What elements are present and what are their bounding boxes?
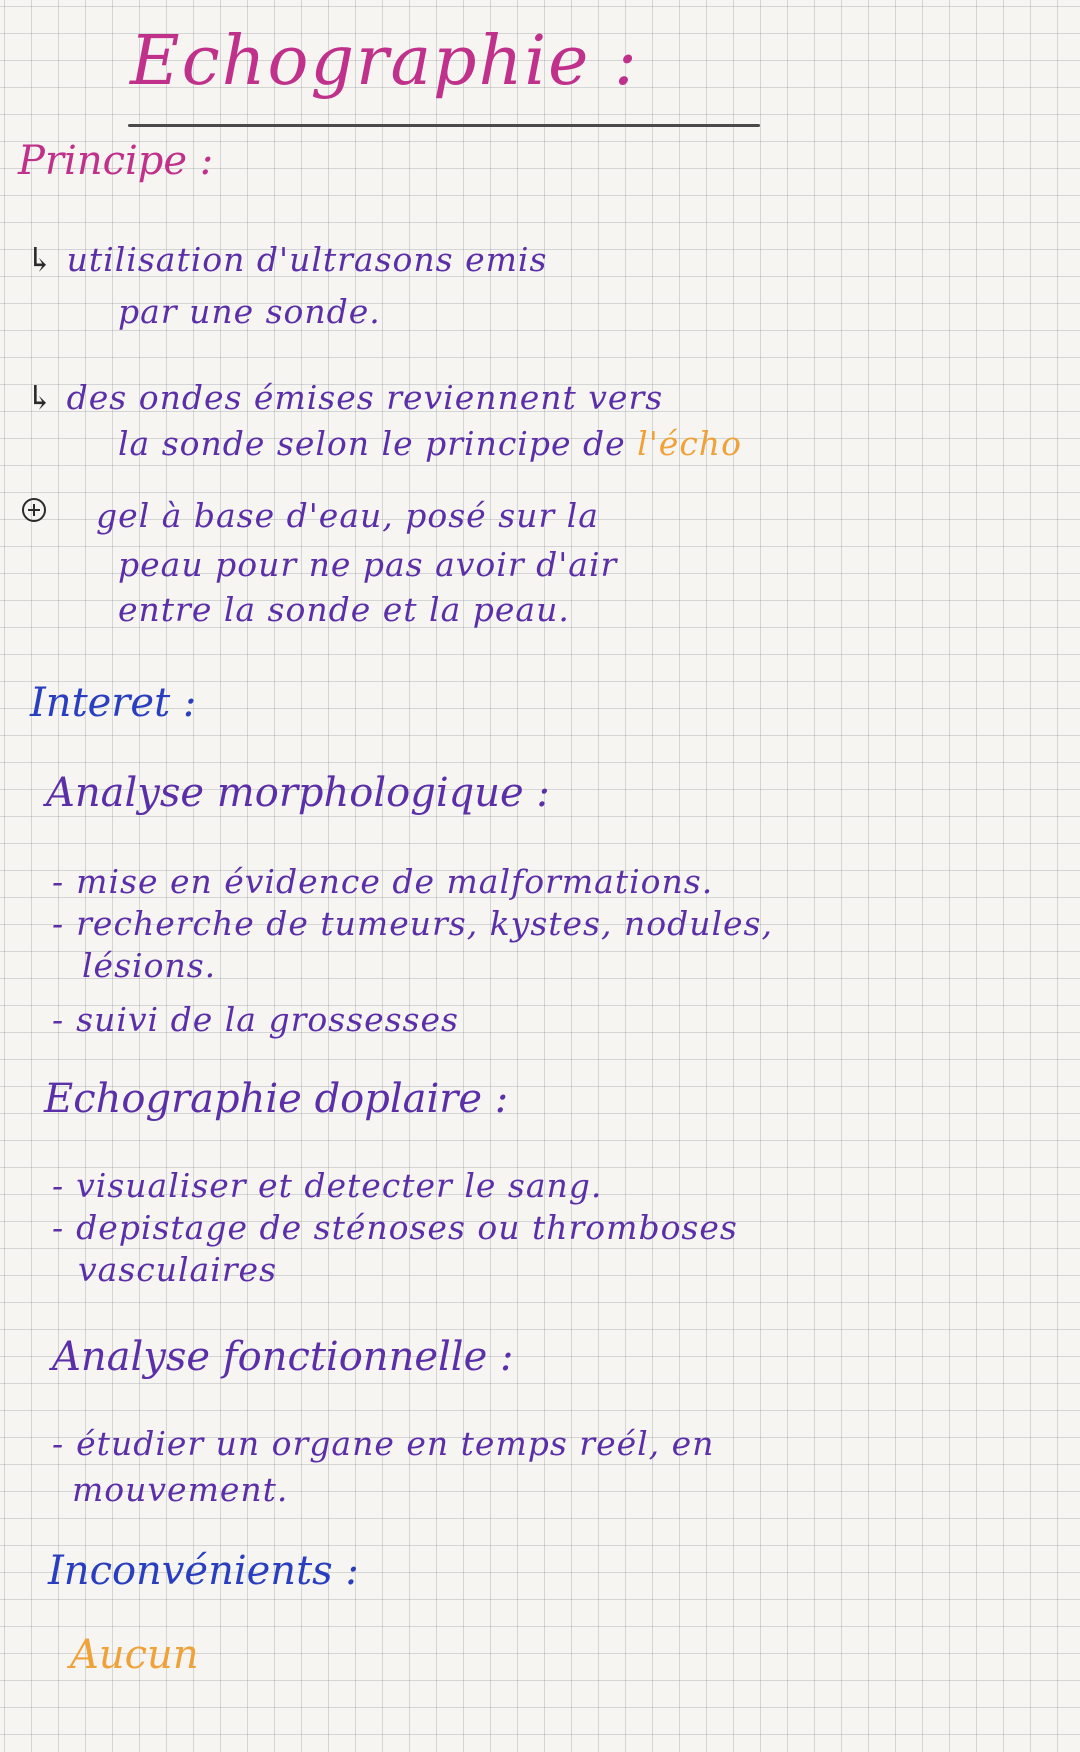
- morpho-line-3: lésions.: [82, 946, 217, 985]
- plus-circle-icon: [22, 498, 46, 522]
- inconvenients-value: Aucun: [70, 1632, 199, 1678]
- doppler-line-2: [52, 1208, 738, 1247]
- principe-item-1-line-2: par une sonde.: [118, 292, 381, 331]
- principe-item-2-line-2: [118, 424, 742, 463]
- title-underline: [128, 124, 760, 127]
- principe-heading: Principe :: [18, 138, 214, 184]
- principe-note-line-1: gel à base d'eau, posé sur la: [96, 496, 599, 535]
- echographie-doplaire-heading: Echographie doplaire :: [44, 1076, 509, 1122]
- morpho-line-1: [52, 862, 713, 901]
- arrow-icon: ↳: [26, 240, 55, 279]
- page-title: Echographie :: [130, 22, 639, 101]
- principe-item-2-text-2: la sonde selon le principe de: [118, 424, 626, 463]
- inconvenients-heading: Inconvénients :: [48, 1548, 359, 1594]
- analyse-fonctionnelle-heading: Analyse fonctionnelle :: [52, 1334, 514, 1380]
- doppler-text-1: visualiser et detecter le sang.: [76, 1166, 603, 1205]
- dash-marker: -: [52, 1000, 65, 1039]
- analyse-morphologique-heading: Analyse morphologique :: [46, 770, 550, 816]
- principe-item-2-text-1: des ondes émises reviennent vers: [66, 378, 664, 417]
- fonct-line-1: [52, 1424, 714, 1463]
- interet-heading: Interet :: [30, 680, 197, 726]
- morpho-text-2: recherche de tumeurs, kystes, nodules,: [76, 904, 773, 943]
- echo-highlight: l'écho: [637, 424, 742, 463]
- dash-marker: -: [52, 1208, 65, 1247]
- doppler-line-3: vasculaires: [78, 1250, 278, 1289]
- doppler-line-1: [52, 1166, 602, 1205]
- principe-item-1-text-1: utilisation d'ultrasons emis: [66, 240, 548, 279]
- doppler-text-2: depistage de sténoses ou thromboses: [76, 1208, 738, 1247]
- morpho-text-1: mise en évidence de malformations.: [76, 862, 714, 901]
- principe-item-1-line-1: [26, 240, 547, 279]
- dash-marker: -: [52, 1166, 65, 1205]
- dash-marker: -: [52, 1424, 65, 1463]
- dash-marker: -: [52, 862, 65, 901]
- morpho-line-4: [52, 1000, 459, 1039]
- dash-marker: -: [52, 904, 65, 943]
- arrow-icon: ↳: [26, 378, 55, 417]
- principe-note-line-3: entre la sonde et la peau.: [118, 590, 570, 629]
- morpho-text-4: suivi de la grossesses: [76, 1000, 459, 1039]
- morpho-line-2: [52, 904, 773, 943]
- principe-item-2-line-1: [26, 378, 663, 417]
- fonct-line-2: mouvement.: [72, 1470, 289, 1509]
- principe-note-line-2: peau pour ne pas avoir d'air: [118, 545, 618, 584]
- fonct-text-1: étudier un organe en temps reél, en: [76, 1424, 715, 1463]
